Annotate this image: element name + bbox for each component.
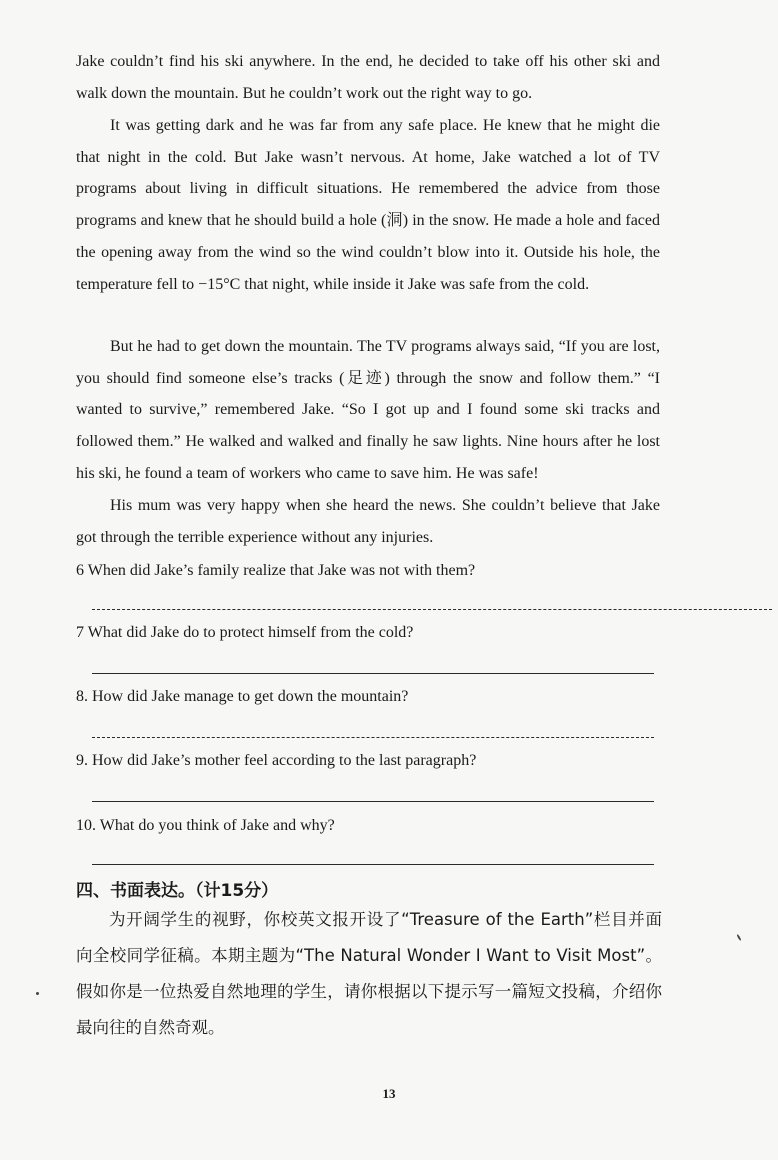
question-10: 10. What do you think of Jake and why? <box>76 817 335 834</box>
page-number: 13 <box>382 1086 396 1101</box>
question-8: 8. How did Jake manage to get down the mountain? <box>76 688 409 705</box>
answer-line-6[interactable] <box>92 609 772 610</box>
answer-line-8[interactable] <box>92 737 654 738</box>
scan-speck <box>36 992 39 995</box>
passage-paragraph-2: It was getting dark and he was far from any safe place. He knew that he might die that night in the cold. But Jake wasn’t nervous. At home, Jake watched a lot of TV programs about living in difficult situations. He remembered the advice from those programs and knew that he should build a hole (洞) in the snow. He made a hole and faced the opening away from the wind so the wind couldn’t blow into it. Outside his hole, the temperature fell to −15°C that night, while inside it Jake was safe from the cold. <box>76 117 660 293</box>
passage-paragraph-4: His mum was very happy when she heard the news. She couldn’t believe that Jake got through the terrible experience without any injuries. <box>76 497 660 546</box>
writing-section-heading: 四、书面表达。（计15分） <box>76 881 279 901</box>
passage-paragraph-1: Jake couldn’t find his ski anywhere. In the end, he decided to take off his other ski and walk down the mountain. But he couldn’t work out the right way to go. <box>76 53 660 102</box>
question-9: 9. How did Jake’s mother feel according to the last paragraph? <box>76 752 477 769</box>
scan-speck <box>736 934 741 941</box>
question-6: 6 When did Jake’s family realize that Jake was not with them? <box>76 562 476 579</box>
answer-line-9[interactable] <box>92 801 654 802</box>
answer-line-7[interactable] <box>92 673 654 674</box>
passage-paragraph-3: But he had to get down the mountain. The TV programs always said, “If you are lost, you should find someone else’s tracks (足迹) through the snow and follow them.” “I wanted to survive,” remembered Jake. “So I got up and I found some ski tracks and followed them.” He walked and walked and finally he saw lights. Nine hours after he lost his ski, he found a team of workers who came to save him. He was safe! <box>76 338 660 482</box>
answer-line-10[interactable] <box>92 864 654 865</box>
question-7: 7 What did Jake do to protect himself from the cold? <box>76 624 414 641</box>
writing-prompt: 为开阔学生的视野，你校英文报开设了“Treasure of the Earth”栏目并面向全校同学征稿。本期主题为“The Natural Wonder I Want to Visit Most”。假如你是一位热爱自然地理的学生，请你根据以下提示写一篇短文投稿，介绍你最向往的自然奇观。 <box>76 910 662 1037</box>
